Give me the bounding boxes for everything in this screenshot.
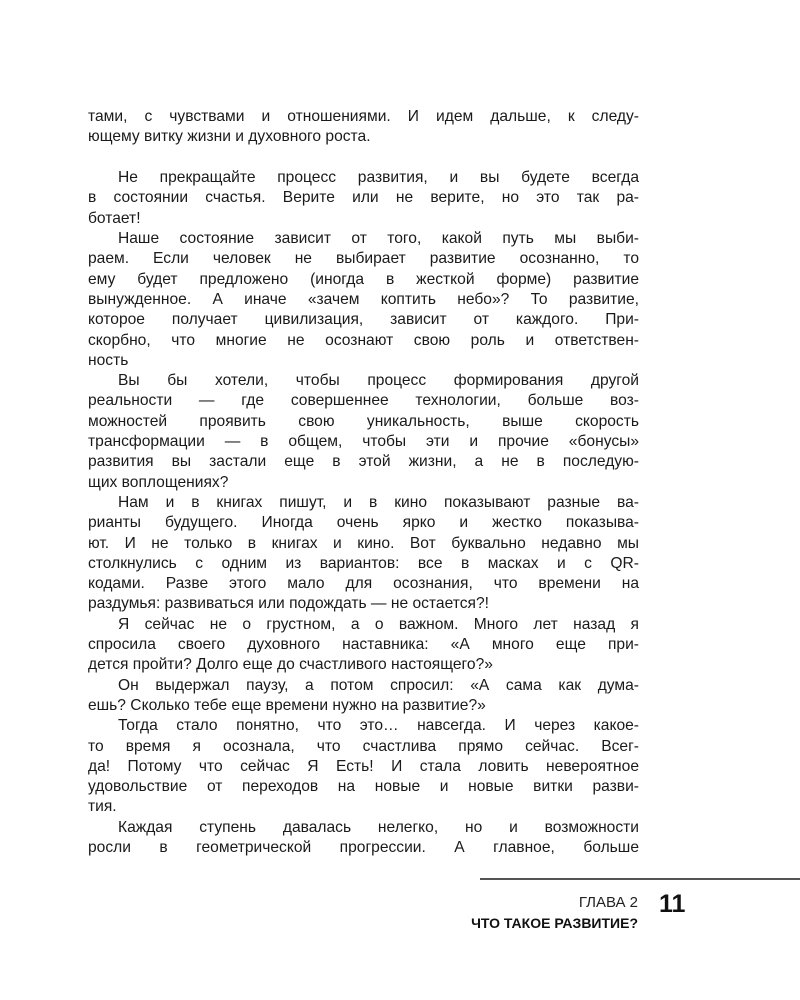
text-line: Он выдержал паузу, а потом спросил: «А сама как дума- [118,676,639,694]
text-line: ют. И не только в книгах и кино. Вот буквально недавно мы [88,534,639,552]
text-line: тия. [88,798,117,816]
paragraph [88,493,639,615]
text-line: раздумья: развиваться или подождать — не остается?! [88,595,489,613]
page-number: 11 [659,890,686,918]
text-line: кодами. Разве этого мало для осознания, что времени на [88,575,639,593]
text-line: скорбно, что многие не осознают свою роль и ответствен- [88,331,639,349]
text-line: вынужденное. А иначе «зачем коптить небо»? То развитие, [88,290,639,308]
text-line: да! Потому что сейчас Я Есть! И стала ловить невероятное [88,757,639,775]
paragraph [88,818,639,859]
text-line: реальности — где совершеннее технологии, больше воз- [88,392,639,410]
text-line: Наше состояние зависит от того, какой путь мы выби- [118,230,639,248]
text-line: в состоянии счастья. Верите или не верите, но это так ра- [88,189,639,207]
paragraph [88,676,639,717]
paragraph [88,168,639,229]
body-text [88,107,639,858]
text-line: росли в геометрической прогрессии. А главное, больше [88,838,639,856]
text-line: Каждая ступень давалась нелегко, но и возможности [118,818,639,836]
text-line: удовольствие от переходов на новые и новые витки разви- [88,778,639,796]
paragraph [88,716,639,817]
text-line: трансформации — в общем, чтобы эти и прочие «бонусы» [88,433,639,451]
text-line: щих воплощениях? [88,473,229,491]
chapter-title: ЧТО ТАКОЕ РАЗВИТИЕ? [471,915,638,931]
text-line: раем. Если человек не выбирает развитие осознанно, то [88,250,639,268]
text-line: ность [88,351,129,369]
text-line: рианты будущего. Иногда очень ярко и жестко показыва- [88,514,639,532]
text-line: развития вы застали еще в этой жизни, а не в последую- [88,453,639,471]
text-line: ему будет предложено (иногда в жесткой форме) развитие [88,270,639,288]
paragraph-gap [88,148,639,169]
text-line: Нам и в книгах пишут, и в кино показывают разные ва- [118,493,639,511]
text-line: спросила своего духовного наставника: «А много еще при- [88,636,639,654]
text-line: Я сейчас не о грустном, а о важном. Много лет назад я [118,615,639,633]
paragraph [88,107,639,148]
text-line: Тогда стало понятно, что это… навсегда. И через какое- [118,717,639,735]
text-line: ботает! [88,209,141,227]
text-line: можностей проявить свою уникальность, выше скорость [88,412,639,430]
text-line: Вы бы хотели, чтобы процесс формирования другой [118,372,639,390]
text-line: столкнулись с одним из вариантов: все в масках и с QR- [88,554,639,572]
text-line: тами, с чувствами и отношениями. И идем дальше, к следу- [88,108,639,125]
text-line: которое получает цивилизация, зависит от каждого. При- [88,311,639,329]
text-line: ющему витку жизни и духовного роста. [88,128,371,146]
paragraph [88,229,639,371]
paragraph [88,371,639,493]
paragraph [88,615,639,676]
text-line: дется пройти? Долго еще до счастливого настоящего?» [88,656,493,674]
text-line: ешь? Сколько тебе еще времени нужно на развитие?» [88,696,486,714]
text-line: Не прекращайте процесс развития, и вы будете всегда [118,169,639,187]
chapter-label: ГЛАВА 2 [578,894,638,911]
footer-rule [480,878,800,880]
text-line: то время я осознала, что счастлива прямо сейчас. Всег- [88,737,639,755]
